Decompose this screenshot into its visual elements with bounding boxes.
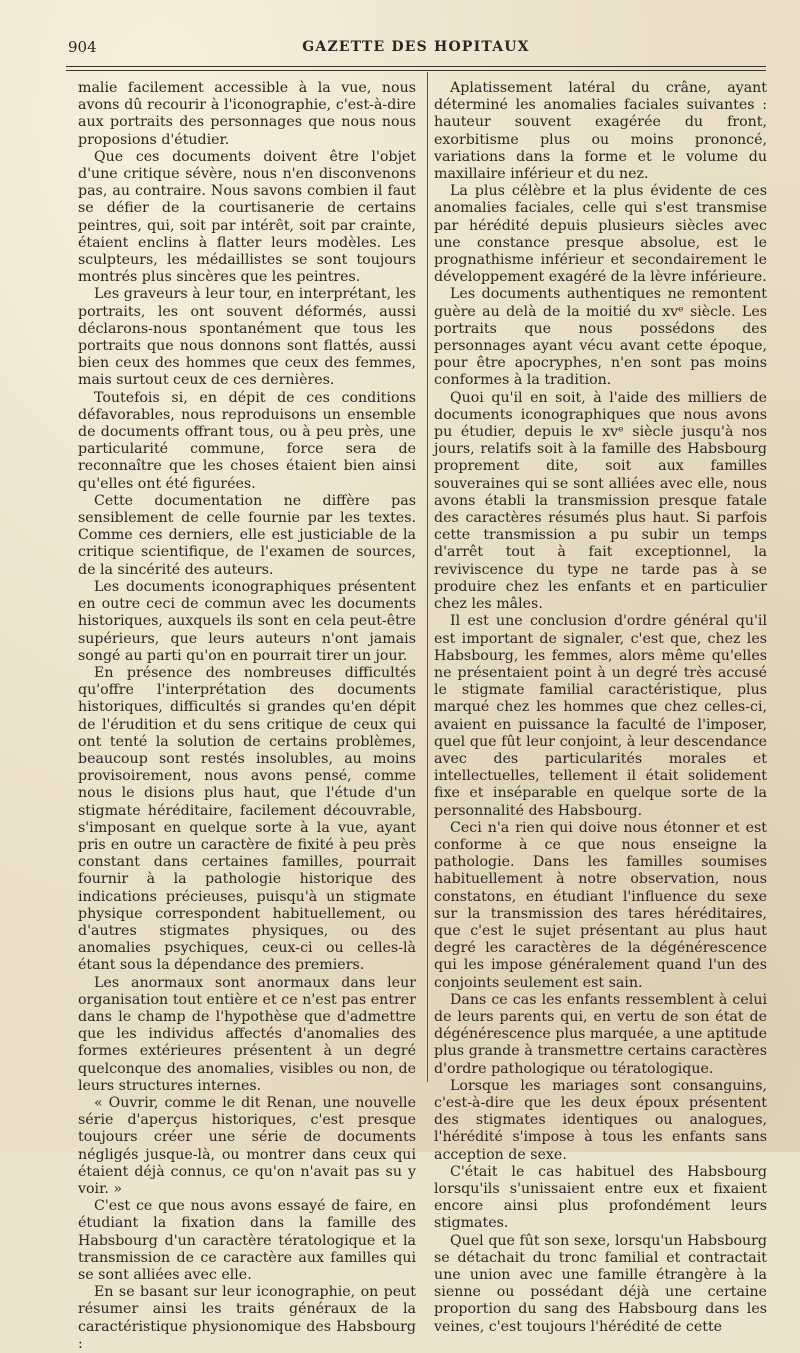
paragraph: Les documents iconographiques présentent en outre ceci de commun avec les documents historiques, auxquels ils sont en cela peut-être supérieurs, que leurs auteurs n'ont jamais songé au parti qu'on en pourrait tirer un jour. bbox=[78, 578, 416, 664]
paragraph: En présence des nombreuses difficultés qu'offre l'interprétation des documents historiques, difficultés si grandes qu'en dépit de l'érudition et du sens critique de ceux qui ont tenté la solution de certains problèmes, beaucoup sont restés insolubles, au moins provisoirement, nous avons pensé, comme nous le disions plus haut, que l'étude d'un stigmate héréditaire, facilement découvrable, s'imposant en quelque sorte à la vue, ayant pris en outre un caractère de fixité à peu près constant dans certaines familles, pourrait fournir à la pathologie historique des indications précieuses, puisqu'à un stigmate physique correspondent habituellement, ou d'autres stigmates physiques, ou des anomalies psychiques, ceux-ci ou celles-là étant sous la dépendance des premiers. bbox=[78, 664, 416, 974]
paragraph: C'était le cas habituel des Habsbourg lorsqu'ils s'unissaient entre eux et fixaient encore ainsi plus profondément leurs stigmates. bbox=[434, 1163, 767, 1232]
quotation-paragraph: « Ouvrir, comme le dit Renan, une nouvelle série d'aperçus historiques, c'est presque toujours créer une série de documents négligés jusque-là, ou montrer dans ceux qui étaient déjà connus, ce qu'on n'avait pas su y voir. » bbox=[78, 1094, 416, 1197]
paragraph: Cette documentation ne diffère pas sensiblement de celle fournie par les textes. Comme ces derniers, elle est justiciable de la critique scientifique, de l'examen de sources, de la sincérité des auteurs. bbox=[78, 492, 416, 578]
paragraph: Les documents authentiques ne remontent guère au delà de la moitié du xvᵉ siècle. Les portraits que nous possédons des personnages ayant vécu avant cette époque, pour être apocryphes, n'en sont pas moins conformes à la tradition. bbox=[434, 286, 767, 389]
paragraph: Les anormaux sont anormaux dans leur organisation tout entière et ce n'est pas entrer dans le champ de l'hypothèse que d'admettre que les individus affectés d'anomalies des formes extérieures présentent à un degré quelconque des anomalies, visibles ou non, de leurs structures internes. bbox=[78, 974, 416, 1094]
page-number: 904 bbox=[68, 38, 97, 56]
paragraph: Quel que fût son sexe, lorsqu'un Habsbourg se détachait du tronc familial et contractait une union avec une famille étrangère à la sienne ou possédant déjà une certaine proportion du sang des Habsbourg dans les veines, c'est toujours l'hérédité de cette bbox=[434, 1232, 767, 1335]
page-header bbox=[68, 36, 764, 62]
left-column bbox=[78, 80, 416, 1353]
paragraph: Aplatissement latéral du crâne, ayant déterminé les anomalies faciales suivantes : hauteur souvent exagérée du front, exorbitisme plus ou moins prononcé, variations dans la forme et le volume du maxillaire inférieur et du nez. bbox=[434, 80, 767, 183]
paragraph: malie facilement accessible à la vue, nous avons dû recourir à l'iconographie, c'est-à-dire aux portraits des personnages que nous nous proposions d'étudier. bbox=[78, 80, 416, 148]
header-rule-thin bbox=[66, 70, 766, 71]
paragraph: En se basant sur leur iconographie, on peut résumer ainsi les traits généraux de la caractéristique physionomique des Habsbourg : bbox=[78, 1284, 416, 1352]
column-divider bbox=[427, 72, 428, 1082]
header-rule-thick bbox=[66, 66, 766, 67]
paragraph: Que ces documents doivent être l'objet d'une critique sévère, nous n'en disconvenons pas, au contraire. Nous savons combien il faut se défier de la courtisanerie de certains peintres, qui, soit par intérêt, soit par crainte, étaient enclins à flatter leurs modèles. Les sculpteurs, les médaillistes se sont toujours montrés plus sincères que les peintres. bbox=[78, 148, 416, 286]
paragraph: Toutefois si, en dépit de ces conditions défavorables, nous reproduisons un ensemble de documents offrant tous, ou à peu près, une particularité commune, force sera de reconnaître que les choses étaient bien ainsi qu'elles ont été figurées. bbox=[78, 389, 416, 492]
journal-title: GAZETTE DES HOPITAUX bbox=[302, 39, 530, 55]
paragraph: Quoi qu'il en soit, à l'aide des milliers de documents iconographiques que nous avons pu étudier, depuis le xvᵉ siècle jusqu'à nos jours, relatifs soit à la famille des Habsbourg proprement dite, soit aux familles souveraines qui se sont alliées avec elle, nous avons établi la transmission presque fatale des caractères résumés plus haut. Si parfois cette transmission a pu subir un temps d'arrêt tout à fait exceptionnel, la reviviscence du type ne tarde pas à se produire chez les enfants et en particulier chez les mâles. bbox=[434, 389, 767, 613]
paragraph: Dans ce cas les enfants ressemblent à celui de leurs parents qui, en vertu de son état de dégénérescence plus marquée, a une aptitude plus grande à transmettre certains caractères d'ordre pathologique ou tératologique. bbox=[434, 991, 767, 1077]
paragraph: Lorsque les mariages sont consanguins, c'est-à-dire que les deux époux présentent des stigmates identiques ou analogues, l'hérédité s'impose à tous les enfants sans acception de sexe. bbox=[434, 1077, 767, 1163]
right-column bbox=[434, 80, 767, 1336]
paragraph: La plus célèbre et la plus évidente de ces anomalies faciales, celle qui s'est transmise par hérédité depuis plusieurs siècles avec une constance presque absolue, est le prognathisme inférieur et secondairement le développement exagéré de la lèvre inférieure. bbox=[434, 183, 767, 286]
paragraph: Il est une conclusion d'ordre général qu'il est important de signaler, c'est que, chez les Habsbourg, les femmes, alors même qu'elles ne présentaient point à un degré très accusé le stigmate familial caractéristique, plus marqué chez les hommes que chez celles-ci, avaient en puissance la faculté de l'imposer, quel que fût leur conjoint, à leur descendance avec des particularités morales et intellectuelles, tellement il était solidement fixe et inséparable en quelque sorte de la personnalité des Habsbourg. bbox=[434, 613, 767, 819]
paragraph: Ceci n'a rien qui doive nous étonner et est conforme à ce que nous enseigne la pathologie. Dans les familles soumises habituellement à notre observation, nous constatons, en étudiant l'influence du sexe sur la transmission des tares héréditaires, que c'est le sujet présentant au plus haut degré les caractères de la dégénérescence qui les impose généralement quand l'un des conjoints seulement est sain. bbox=[434, 819, 767, 991]
paragraph: Les graveurs à leur tour, en interprétant, les portraits, les ont souvent déformés, aussi déclarons-nous spontanément que tous les portraits que nous donnons sont flattés, aussi bien ceux des hommes que ceux des femmes, mais surtout ceux de ces dernières. bbox=[78, 286, 416, 389]
paragraph: C'est ce que nous avons essayé de faire, en étudiant la fixation dans la famille des Habsbourg d'un caractère tératologique et la transmission de ce caractère aux familles qui se sont alliées avec elle. bbox=[78, 1198, 416, 1284]
